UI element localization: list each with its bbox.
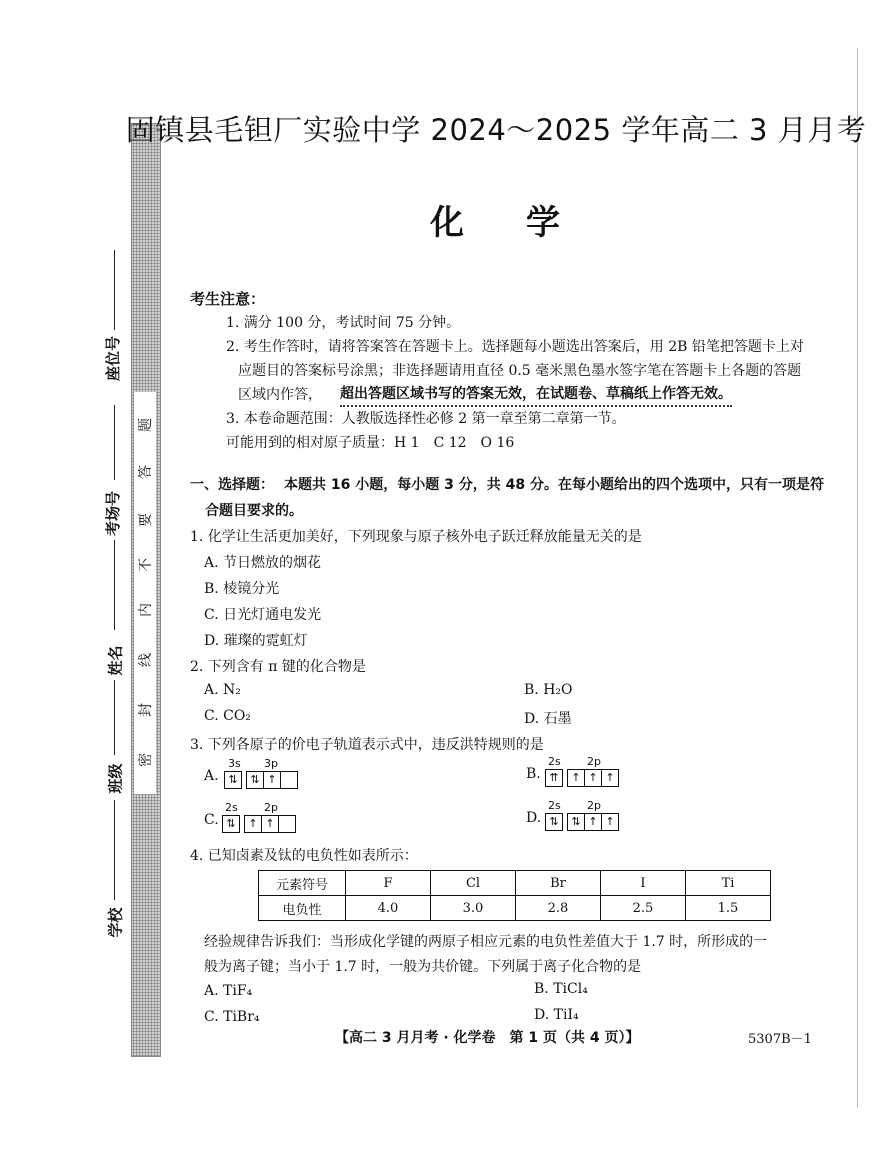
table-cell: 2.8 — [516, 896, 601, 921]
s-orbital-box — [222, 815, 240, 833]
exam-title: 固镇县毛钽厂实验中学 2024～2025 学年高二 3 月月考 — [125, 113, 867, 147]
q3-option-c-letter: C. — [204, 812, 219, 828]
orbital-cell — [281, 772, 297, 788]
q1-stem: 1. 化学让生活更加美好，下列现象与原子核外电子跃迁释放能量无关的是 — [190, 529, 642, 545]
q3-option-a-letter: A. — [204, 768, 219, 784]
strip-char: 线 — [138, 653, 154, 667]
orbital-cell: ⇅ — [568, 814, 585, 830]
exam-room-label: 考场号 — [104, 490, 123, 537]
orbital-p-label: 2p — [587, 799, 601, 812]
orbital-p-label: 2p — [587, 755, 601, 768]
orbital-cell: ↑ — [585, 814, 602, 830]
table-cell: Br — [516, 871, 601, 896]
name-label: 姓名 — [106, 645, 125, 676]
notice-heading: 考生注意： — [190, 290, 266, 308]
notice-item: 应题目的答案标号涂黑；非选择题请用直径 0.5 毫米黑色墨水签字笔在答题卡上各题的答题 — [238, 363, 802, 379]
orbital-cell: ⇅ — [549, 815, 559, 828]
exam-room-line — [114, 405, 115, 480]
orbital-cell: ↑ — [262, 816, 279, 832]
s-orbital-box — [224, 771, 242, 789]
q3-option-b-letter: B. — [526, 766, 541, 782]
table-cell: 3.0 — [431, 896, 516, 921]
q4-option-a: A. TiF₄ — [204, 983, 253, 999]
section-heading-text: 本题共 16 小题，每小题 3 分，共 48 分。在每小题给出的四个选项中，只有一项是符 — [284, 477, 824, 493]
school-line — [114, 800, 115, 900]
s-orbital-box — [545, 813, 563, 831]
q4-option-d: D. TiI₄ — [534, 1007, 579, 1023]
strip-char: 封 — [138, 703, 154, 717]
notice-item: 3. 本卷命题范围：人教版选择性必修 2 第一章至第二章第一节。 — [226, 411, 626, 427]
electronegativity-table — [258, 870, 771, 921]
strip-char: 答 — [138, 465, 154, 479]
class-line — [114, 680, 115, 755]
orbital-s-label: 2s — [548, 799, 561, 812]
q2-option-d: D. 石墨 — [524, 711, 572, 727]
orbital-cell: ↑ — [264, 772, 281, 788]
strip-char: 内 — [138, 603, 154, 617]
section-heading-text-cont: 合题目要求的。 — [205, 503, 303, 519]
table-cell: 4.0 — [346, 896, 431, 921]
q2-stem: 2. 下列含有 π 键的化合物是 — [190, 659, 366, 675]
orbital-cell: ↑ — [568, 770, 585, 786]
table-cell: F — [346, 871, 431, 896]
class-label: 班级 — [106, 763, 125, 794]
q1-option-a: A. 节日燃放的烟花 — [204, 555, 322, 571]
table-row — [259, 896, 771, 921]
table-cell: I — [601, 871, 686, 896]
q1-option-b: B. 棱镜分光 — [204, 581, 280, 597]
q2-option-c: C. CO₂ — [204, 708, 251, 724]
q4-option-c: C. TiBr₄ — [204, 1009, 260, 1025]
p-orbital-box — [246, 771, 298, 789]
q2-option-b: B. H₂O — [524, 682, 573, 698]
q4-text: 经验规律告诉我们：当形成化学键的两原子相应元素的电负性差值大于 1.7 时，所形成的一 — [204, 934, 768, 950]
orbital-cell: ↑ — [605, 815, 615, 828]
strip-char: 不 — [138, 558, 154, 572]
s-orbital-box — [545, 769, 563, 787]
q1-option-c: C. 日光灯通电发光 — [204, 607, 322, 623]
seat-line — [114, 250, 115, 330]
school-label: 学校 — [106, 907, 125, 938]
table-cell: 电负性 — [259, 896, 346, 921]
q1-option-d: D. 璀璨的霓虹灯 — [204, 633, 308, 649]
q3-option-d-letter: D. — [526, 810, 542, 826]
orbital-cell: ↑ — [245, 816, 262, 832]
q2-option-a: A. N₂ — [204, 682, 241, 698]
orbital-cell: ⇅ — [228, 773, 238, 786]
q3-stem: 3. 下列各原子的价电子轨道表示式中，违反洪特规则的是 — [190, 737, 544, 753]
orbital-cell — [279, 816, 295, 832]
q4-text: 般为离子键；当小于 1.7 时，一般为共价键。下列属于离子化合物的是 — [204, 959, 642, 975]
table-row — [259, 871, 771, 896]
notice-emphasis: 超出答题区域书写的答案无效，在试题卷、草稿纸上作答无效。 — [340, 383, 732, 407]
orbital-s-label: 3s — [228, 757, 241, 770]
p-orbital-box — [567, 769, 619, 787]
name-line — [114, 540, 115, 630]
binding-strip-text-area — [134, 392, 156, 794]
q4-option-b: B. TiCl₄ — [534, 981, 588, 997]
notice-item: 2. 考生作答时，请将答案答在答题卡上。选择题每小题选出答案后，用 2B 铅笔把答题卡上对 — [226, 339, 804, 355]
p-orbital-box — [567, 813, 619, 831]
page-edge-line — [857, 48, 858, 1108]
orbital-p-label: 3p — [264, 757, 278, 770]
table-cell: Cl — [431, 871, 516, 896]
table-cell: 1.5 — [686, 896, 771, 921]
subject-title: 化学 — [430, 203, 622, 243]
table-cell: Ti — [686, 871, 771, 896]
page-footer: 【高二 3 月月考 · 化学卷 第 1 页（共 4 页）】 — [335, 1030, 640, 1046]
section-heading-label: 一、选择题： — [190, 477, 274, 493]
orbital-cell: ⇅ — [226, 817, 236, 830]
strip-char: 要 — [138, 513, 154, 527]
p-orbital-box — [244, 815, 296, 833]
strip-char: 密 — [138, 753, 154, 767]
strip-char: 题 — [138, 418, 154, 432]
table-cell: 2.5 — [601, 896, 686, 921]
paper-code: 5307B－1 — [748, 1032, 812, 1047]
orbital-cell: ↑ — [585, 770, 602, 786]
table-cell: 元素符号 — [259, 871, 346, 896]
orbital-cell: ↑ — [605, 771, 615, 784]
q4-stem: 4. 已知卤素及钛的电负性如表所示： — [190, 848, 418, 864]
orbital-p-label: 2p — [264, 801, 278, 814]
seat-label: 座位号 — [104, 335, 123, 382]
orbital-cell: ⇈ — [549, 771, 559, 784]
orbital-s-label: 2s — [548, 755, 561, 768]
notice-item: 区域内作答， — [238, 387, 322, 403]
orbital-cell: ⇅ — [247, 772, 264, 788]
notice-item: 1. 满分 100 分，考试时间 75 分钟。 — [226, 315, 461, 331]
orbital-s-label: 2s — [225, 801, 238, 814]
notice-item: 可能用到的相对原子质量：H 1 C 12 O 16 — [226, 435, 515, 451]
